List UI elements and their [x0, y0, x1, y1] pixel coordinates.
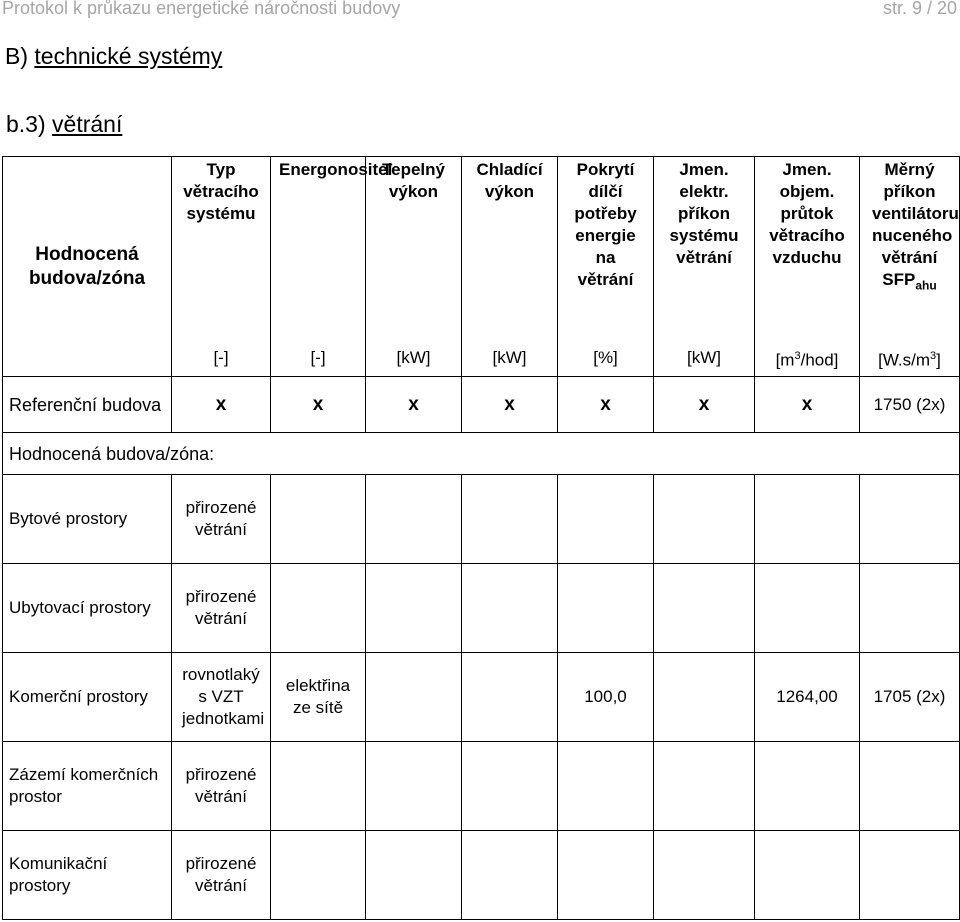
cooling-output [462, 564, 558, 653]
col-header-air-flow: Jmen. objem. průtok větracího vzduchu [755, 157, 860, 341]
subsection-heading: b.3) větrání [6, 111, 123, 137]
air-flow [755, 742, 860, 831]
cooling-output [462, 475, 558, 564]
ref-value: x [462, 377, 558, 433]
heat-output [366, 564, 462, 653]
energy-carrier [271, 831, 366, 920]
table-row [3, 742, 960, 831]
zone-name: Bytové prostory [3, 475, 172, 564]
cooling-output [462, 653, 558, 742]
unit-air-flow: $[m^3/hod]$ [755, 341, 860, 377]
sfp [860, 831, 960, 920]
table-row [3, 475, 960, 564]
section-heading: B) technické systémy [5, 43, 223, 69]
sfp [860, 742, 960, 831]
unit-coverage: [%] [558, 341, 654, 377]
system-type: přirozené větrání [172, 564, 271, 653]
heat-output [366, 475, 462, 564]
heat-output [366, 831, 462, 920]
col-header-electric-power: Jmen. elektr. příkon systému větrání [654, 157, 755, 341]
electric-power [654, 831, 755, 920]
unit-heat-output: [kW] [366, 341, 462, 377]
reference-label: Referenční budova [3, 377, 172, 433]
unit-energy-carrier: [-] [271, 341, 366, 377]
ref-value: x [271, 377, 366, 433]
document-title: Protokol k průkazu energetické náročnosti budovy [2, 0, 401, 18]
ref-value: x [755, 377, 860, 433]
zone-name: Komerční prostory [3, 653, 172, 742]
zone-name: Zázemí komerčních prostor [3, 742, 172, 831]
col-header-sfp: Měrný příkon ventilátoru nuceného větrání $SFP_{ahu}$ [860, 157, 960, 341]
air-flow: 1264,00 [755, 653, 860, 742]
col-header-heat-output: Tepelný výkon [366, 157, 462, 341]
system-type: rovnotlaký s VZT jednotkami [172, 653, 271, 742]
ventilation-table [2, 156, 960, 920]
system-type: přirozené větrání [172, 742, 271, 831]
system-type: přirozené větrání [172, 831, 271, 920]
electric-power [654, 653, 755, 742]
sfp [860, 475, 960, 564]
evaluated-label: Hodnocená budova/zóna: [3, 433, 960, 475]
coverage [558, 831, 654, 920]
col-header-system-type: Typ větracího systému [172, 157, 271, 341]
air-flow [755, 831, 860, 920]
page-number: str. 9 / 20 [882, 0, 957, 18]
unit-system-type: [-] [172, 341, 271, 377]
zone-name: Ubytovací prostory [3, 564, 172, 653]
corner-header: Hodnocená budova/zóna [3, 157, 172, 377]
energy-carrier [271, 564, 366, 653]
unit-cooling-output: [kW] [462, 341, 558, 377]
unit-sfp: $[W.s/m^3]$ [860, 341, 960, 377]
sfp: 1705 (2x) [860, 653, 960, 742]
system-type: přirozené větrání [172, 475, 271, 564]
coverage [558, 564, 654, 653]
col-header-cooling-output: Chladící výkon [462, 157, 558, 341]
coverage [558, 742, 654, 831]
electric-power [654, 475, 755, 564]
table-row [3, 831, 960, 920]
cooling-output [462, 831, 558, 920]
energy-carrier: elektřina ze sítě [271, 653, 366, 742]
ref-value: x [654, 377, 755, 433]
electric-power [654, 564, 755, 653]
electric-power [654, 742, 755, 831]
table-row [3, 564, 960, 653]
sfp [860, 564, 960, 653]
air-flow [755, 564, 860, 653]
coverage [558, 475, 654, 564]
energy-carrier [271, 475, 366, 564]
col-header-coverage: Pokrytí dílčí potřeby energie na větrání [558, 157, 654, 341]
air-flow [755, 475, 860, 564]
col-header-energy-carrier: Energonositel [271, 157, 366, 341]
ref-value: x [366, 377, 462, 433]
ref-value: x [172, 377, 271, 433]
ref-value: x [558, 377, 654, 433]
coverage: 100,0 [558, 653, 654, 742]
energy-carrier [271, 742, 366, 831]
cooling-output [462, 742, 558, 831]
table-row [3, 653, 960, 742]
heat-output [366, 742, 462, 831]
unit-electric-power: [kW] [654, 341, 755, 377]
heat-output [366, 653, 462, 742]
ref-value-sfp: 1750 (2x) [860, 377, 960, 433]
zone-name: Komunikační prostory [3, 831, 172, 920]
